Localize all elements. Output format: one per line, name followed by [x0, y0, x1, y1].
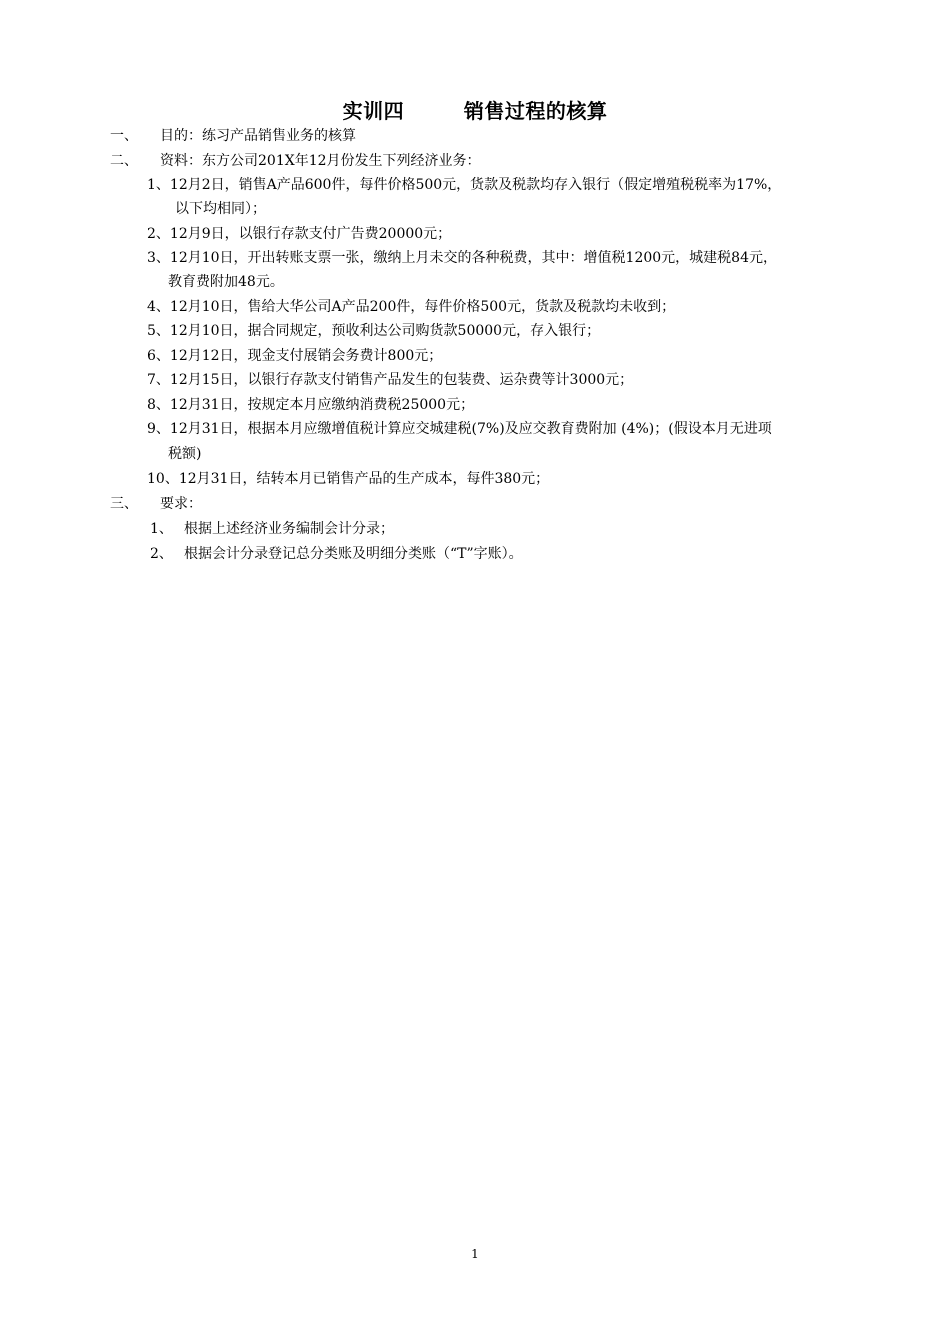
section-2: [110, 151, 481, 171]
section-3-number: 三、: [110, 496, 138, 512]
requirement-1: [150, 519, 394, 539]
section-1-number: 一、: [110, 128, 138, 144]
business-item-8: 8、12月31日，按规定本月应缴纳消费税25000元；: [147, 397, 475, 413]
section-1-text: 目的：练习产品销售业务的核算: [160, 128, 356, 144]
business-item-7: 7、12月15日，以银行存款支付销售产品发生的包装费、运杂费等计3000元；: [147, 372, 634, 388]
section-2-text: 资料：东方公司201X年12月份发生下列经济业务：: [160, 153, 481, 169]
requirement-1-number: 1、: [150, 521, 173, 537]
business-item-5: 5、12月10日，据合同规定，预收利达公司购货款50000元，存入银行；: [147, 323, 601, 339]
business-item-4: 4、12月10日，售给大华公司A产品200件，每件价格500元，货款及税款均未收到；: [147, 299, 676, 315]
business-item-2: 2、12月9日，以银行存款支付广告费20000元；: [147, 226, 452, 242]
requirement-1-text: 根据上述经济业务编制会计分录；: [184, 521, 394, 537]
business-item-10: 10、12月31日，结转本月已销售产品的生产成本，每件380元；: [147, 471, 550, 487]
requirement-2-text: 根据会计分录登记总分类账及明细分类账（“T”字账）。: [184, 546, 523, 562]
business-item-6: 6、12月12日，现金支付展销会务费计800元；: [147, 348, 443, 364]
page-number: 1: [471, 1247, 479, 1261]
requirement-2-number: 2、: [150, 546, 173, 562]
business-item-1: 1、12月2日，销售A产品600件，每件价格500元，货款及税款均存入银行（假定增殖税税率为17%，: [147, 177, 782, 193]
business-item-9-continued: 税额): [168, 446, 202, 462]
business-item-3: 3、12月10日，开出转账支票一张，缴纳上月未交的各种税费，其中：增值税1200元，城建税84元，: [147, 250, 777, 266]
business-item-1-continued: 以下均相同）；: [175, 201, 266, 217]
business-item-3-continued: 教育费附加48元。: [168, 274, 284, 290]
section-1: [110, 126, 356, 146]
requirement-2: [150, 544, 523, 564]
page-title: 实训四 销售过程的核算: [342, 99, 608, 123]
business-item-9: 9、12月31日，根据本月应缴增值税计算应交城建税(7%)及应交教育费附加 (4%)；(假设本月无进项: [147, 421, 772, 437]
section-2-number: 二、: [110, 153, 138, 169]
section-3: [110, 494, 202, 514]
section-3-text: 要求：: [160, 496, 202, 512]
